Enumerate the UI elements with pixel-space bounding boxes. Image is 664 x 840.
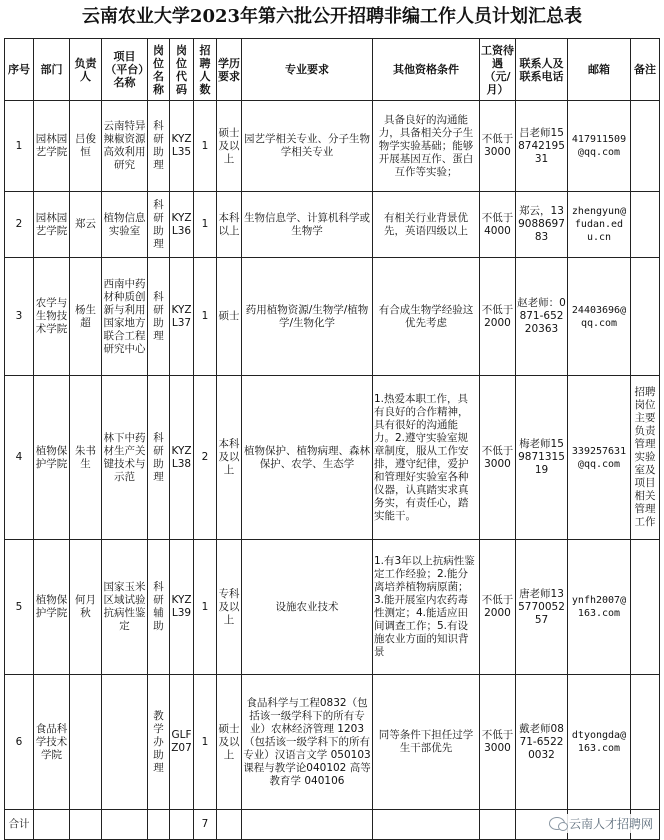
cell-salary: 不低于3000 [480,376,516,540]
cell-edu: 硕士及以上 [217,101,242,192]
cell-dept: 植物保护学院 [34,540,70,675]
cell-leader: 郑云 [70,192,102,258]
cell-position: 科研助理 [148,192,170,258]
header-other: 其他资格条件 [373,39,480,101]
header-project: 项目（平台）名称 [102,39,148,101]
cell-contact: 戴老师0871-65220032 [516,675,568,810]
header-code: 岗位代码 [170,39,194,101]
cell-contact: 唐老师13577005257 [516,540,568,675]
cell-contact: 郑云，13908869783 [516,192,568,258]
cell-email: 24403696@qq.com [568,258,631,376]
header-edu: 学历要求 [217,39,242,101]
cell-project: 西南中药材种质创新与利用国家地方联合工程研究中心 [102,258,148,376]
cell-email: zhengyun@fudan.edu.cn [568,192,631,258]
cell-seq: 3 [5,258,34,376]
cell-salary: 不低于2000 [480,540,516,675]
cell-position: 科研辅助 [148,540,170,675]
cell-edu: 本科以上 [217,192,242,258]
header-count: 招聘人数 [194,39,217,101]
cell-dept: 农学与生物技术学院 [34,258,70,376]
cell-email: ynfh2007@163.com [568,540,631,675]
cell-code: KYZL39 [170,540,194,675]
header-leader: 负责人 [70,39,102,101]
cell-project: 林下中药材生产关键技术与示范 [102,376,148,540]
cell-project: 国家玉米区域试验抗病性鉴定 [102,540,148,675]
cell-other: 有合成生物学经验这优先考虑 [373,258,480,376]
cell-other: 1.有3年以上抗病性鉴定工作经验；2.能分离培养植物病原菌；3.能开展室内农药毒性测定；4.能适应田间调查工作；5.有设施农业方面的知识背景 [373,540,480,675]
cell-count: 1 [194,192,217,258]
cell-position: 科研助理 [148,101,170,192]
cell-email: dtyongda@163.com [568,675,631,810]
cell-contact: 梅老师15987131519 [516,376,568,540]
cell-leader: 何月秋 [70,540,102,675]
cell-code: GLFZ07 [170,675,194,810]
header-email: 邮箱 [568,39,631,101]
cell-code: KYZL36 [170,192,194,258]
header-note: 备注 [631,39,660,101]
cell-count: 2 [194,376,217,540]
cell-edu: 硕士及以上 [217,675,242,810]
watermark [546,814,656,833]
cell-other: 同等条件下担任过学生干部优先 [373,675,480,810]
page-title: 云南农业大学2023年第六批公开招聘非编工作人员计划汇总表 [81,6,583,27]
table-row [5,540,660,675]
table-row [5,675,660,810]
header-seq: 序号 [5,39,34,101]
cell-leader: 朱书生 [70,376,102,540]
cell-other: 有相关行业背景优先，英语四级以上 [373,192,480,258]
cell-dept: 植物保护学院 [34,376,70,540]
cell-note [631,258,660,376]
cell-other: 具备良好的沟通能力，具备相关分子生物学实验基础；能够开展基因互作、蛋白互作等实验； [373,101,480,192]
cell-note [631,192,660,258]
cell-salary: 不低于4000 [480,192,516,258]
cell-position: 科研助理 [148,258,170,376]
cell-code: KYZL35 [170,101,194,192]
table-row [5,192,660,258]
header-contact: 联系人及联系电话 [516,39,568,101]
cell-seq: 1 [5,101,34,192]
cell-note [631,101,660,192]
header-row [5,39,660,101]
cell-major: 药用植物资源/生物学/植物学/生物化学 [242,258,373,376]
header-major: 专业要求 [242,39,373,101]
cell-major: 生物信息学、计算机科学或生物学 [242,192,373,258]
cell-seq: 5 [5,540,34,675]
cell-project: 云南特异辣椒资源高效利用研究 [102,101,148,192]
cell-major: 设施农业技术 [242,540,373,675]
cell-leader [70,675,102,810]
cell-code: KYZL38 [170,376,194,540]
cell-major: 植物保护、植物病理、森林保护、农学、生态学 [242,376,373,540]
cell-leader: 杨生超 [70,258,102,376]
cell-seq: 6 [5,675,34,810]
table-row [5,101,660,192]
cell-seq: 4 [5,376,34,540]
cell-email: 417911509@qq.com [568,101,631,192]
cell-note: 招聘岗位主要负责管理实验室及项目相关管理工作 [631,376,660,540]
cell-contact: 赵老师：0871-65220363 [516,258,568,376]
cell-note [631,540,660,675]
cell-seq: 2 [5,192,34,258]
cell-count: 1 [194,258,217,376]
cell-project [102,675,148,810]
cell-salary: 不低于3000 [480,675,516,810]
recruitment-table [4,38,660,840]
header-salary: 工资待遇（元/月） [480,39,516,101]
wechat-icon [549,817,565,830]
cell-leader: 吕俊恒 [70,101,102,192]
cell-count: 1 [194,540,217,675]
cell-dept: 园林园艺学院 [34,192,70,258]
cell-position: 教学办助理 [148,675,170,810]
cell-note [631,675,660,810]
cell-email: 339257631@qq.com [568,376,631,540]
cell-major: 食品科学与工程0832（包括该一级学科下的所有专业）农林经济管理 1203（包括该一级学科下的所有专业）汉语言文学 050103 课程与教学论040102 高等教育学 040106 [242,675,373,810]
cell-count: 1 [194,101,217,192]
table-row [5,376,660,540]
cell-code: KYZL37 [170,258,194,376]
cell-salary: 不低于3000 [480,101,516,192]
header-position: 岗位名称 [148,39,170,101]
cell-edu: 硕士 [217,258,242,376]
cell-dept: 园林园艺学院 [34,101,70,192]
header-dept: 部门 [34,39,70,101]
table-row [5,258,660,376]
cell-project: 植物信息实验室 [102,192,148,258]
cell-edu: 专科及以上 [217,540,242,675]
cell-salary: 不低于2000 [480,258,516,376]
total-count: 7 [194,810,217,840]
cell-count: 1 [194,675,217,810]
total-label: 合计 [5,810,34,840]
cell-contact: 吕老师15874219531 [516,101,568,192]
watermark-text: 云南人才招聘网 [568,817,653,831]
cell-dept: 食品科学技术学院 [34,675,70,810]
cell-major: 园艺学相关专业、分子生物学相关专业 [242,101,373,192]
cell-other: 1.热爱本职工作，具有良好的合作精神，具有很好的沟通能力。2.遵守实验室规章制度，服从工作安排，遵守纪律，爱护和管理好实验室各种仪器，认真踏实求真务实，有责任心，踏实能干。 [373,376,480,540]
cell-position: 科研助理 [148,376,170,540]
cell-edu: 本科及以上 [217,376,242,540]
